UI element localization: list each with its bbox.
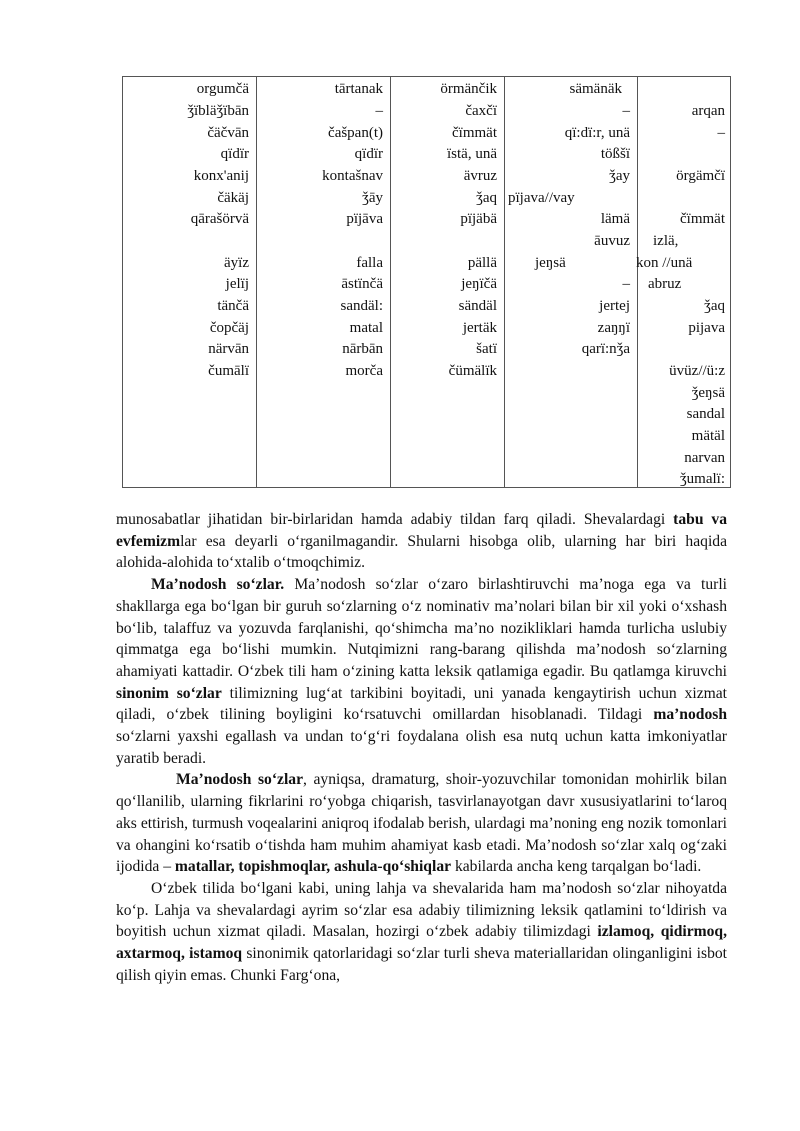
bold-term: tabu va evfemizm [116,511,727,550]
text-run: O‘zbek tilida bo‘lgani kabi, uning lahja va shevalarida ham ma’nodosh so‘zlar nihoyatda ko‘p. Lahja va shevalardagi ayrim so‘zlar esa adabiy tilimizning leksik qatlamini to‘ldirish va boyitish uchun xizmat qiladi. Masalan, hozirgi o‘zbek adabiy tilimizdagi [116,879,727,941]
table-cell: čopčäj [209,320,249,336]
table-cell: pïjāva [346,211,383,227]
table-cell: jeŋsä [535,255,566,271]
table-cell: čïmmät [680,211,725,227]
table-cell: – [622,103,630,119]
table-cell: qïdïr [354,146,383,162]
table-cell: jelïj [225,276,249,292]
table-cell: jertej [599,298,630,314]
table-cell: sandäl: [340,298,383,314]
table-cell: ävruz [463,168,497,184]
section-heading: Ma’nodosh so‘zlar. [151,576,285,594]
table-cell: izlä, [653,233,679,249]
text-run: sinonimik qatorlaridagi so‘zlar turli sheva materiallaridan olinganligini isbot qilish qiyin emas. Chunki Farg‘ona, [116,945,727,984]
table-cell: ǯïbläǯïbān [187,103,249,119]
bold-term: izlamoq, qidirmoq, axtarmoq, istamoq [116,923,727,963]
bold-term: matallar, topishmoqlar, ashula-qo‘shiqlar [174,858,452,876]
table-cell: pijava [688,320,725,336]
table-cell: abruz [648,276,682,292]
table-cell: čumālï [208,363,249,379]
table-column-3 [391,77,505,487]
table-cell: pïjäbä [460,211,497,227]
table-cell: šatï [476,341,497,357]
table-cell: tārtanak [334,81,383,97]
table-cell: ǯāy [362,190,383,206]
paragraph [116,769,727,878]
table-cell: mätäl [691,428,725,444]
table-cell: qarï:nǯa [581,341,630,357]
dialect-words-table [122,76,731,488]
table-cell: čaxčï [465,103,497,119]
text-run: munosabatlar jihatidan bir-birlaridan hamda adabiy tildan farq qiladi. Shevalardagi [116,511,674,528]
table-cell: falla [356,255,383,271]
table-column-2 [257,77,391,487]
table-cell: ǯaq [476,190,497,206]
table-cell: zaŋŋï [597,320,630,336]
table-cell: nārbān [342,341,383,357]
table-cell: āstïnčä [341,276,383,292]
table-cell: kontašnav [322,168,383,184]
table-cell: ǯumalï: [680,471,725,487]
table-cell: pällä [467,255,497,271]
text-run: lar esa deyarli o‘rganilmagandir. Shularni hisobga olib, ularning har biri haqida alohida-alohida to‘xtalib o‘tmoqchimiz. [116,532,727,572]
body-text [116,509,727,986]
table-cell: čäčvān [207,125,249,141]
bold-term: sinonim so‘zlar [116,684,222,702]
table-cell: āuvuz [594,233,630,249]
table-cell: jertäk [462,320,497,336]
table-cell: ǯaq [704,298,725,314]
paragraph [116,509,727,574]
table-cell: äyïz [224,255,249,271]
table-cell: čïmmät [452,125,497,141]
table-cell: qārašörvä [190,211,249,227]
bold-term: Ma’nodosh so‘zlar [176,771,304,789]
table-cell: üvüz//ü:z [669,363,725,379]
text-run: kabilarda ancha keng tarqalgan bo‘ladi. [451,858,702,876]
text-run: tilimizning lug‘at tarkibini boyitadi, uni yanada kengaytirish uchun xizmat qiladi, o‘zbek tilining boyligini ko‘rsatuvchi omillardan hisoblanadi. Tildagi [116,684,727,724]
table-cell: qï:dï:r, unä [564,125,630,141]
table-cell: örmänčik [440,81,497,97]
table-cell: matal [349,320,383,336]
table-cell: konx'anij [193,168,249,184]
text-run: so‘zlarni yaxshi egallash va undan to‘g‘ri foydalana olish esa nutq uchun katta imkoniyatlar yaratib beradi. [116,728,727,767]
table-cell: ǯeŋsä [691,385,725,401]
table-cell: morča [345,363,383,379]
table-cell: pïjava//vay [508,190,575,206]
table-cell: örgämčï [676,168,725,184]
table-cell: čašpan(t) [328,125,383,141]
table-cell: arqan [691,103,725,119]
paragraph [116,574,727,769]
table-cell: orgumčä [196,81,249,97]
paragraph [116,878,727,987]
table-column-4 [505,77,638,487]
table-cell: kon //unä [636,255,693,271]
table-cell: tößšï [600,146,630,162]
text-run: , ayniqsa, dramaturg, shoir-yozuvchilar tomonidan mohirlik bilan qo‘llanilib, ularning fikrlarini ro‘yobga chiqarish, tasvirlanayotgan davr xususiyatlarini to‘laroq aks ettirish, turmush voqealarini aniqroq ifodalab berish, ulardagi ma’noning eng nozik tomonlari va ohangini ko‘rsatib o‘tishda ham muhim ahamiyat kasb etadi. Ma’nodosh so‘zlar xalq og‘zaki ijodida – [116,771,727,876]
table-cell: sändäl [458,298,497,314]
table-cell: jeŋïčä [461,276,497,292]
bold-term: ma’nodosh [653,706,727,724]
table-cell: tänčä [217,298,249,314]
table-cell: närvān [208,341,249,357]
table-cell: čäkäj [217,190,249,206]
table-cell: – [622,276,630,292]
table-cell: sämänäk [569,81,622,97]
table-cell: narvan [684,450,725,466]
table-cell: – [717,125,725,141]
table-column-1 [123,77,257,487]
table-cell: ǯay [609,168,630,184]
table-cell: čümälïk [448,363,497,379]
table-column-5 [638,77,732,487]
table-cell: sandal [686,406,725,422]
table-cell: lämä [600,211,630,227]
table-cell: qïdïr [220,146,249,162]
table-cell: – [375,103,383,119]
text-run: Ma’nodosh so‘zlar o‘zaro birlashtiruvchi ma’noga ega va turli shakllarga ega bo‘lgan bir guruh so‘zlarning o‘z nominativ ma’nolari bilan bir xil yoki o‘xshash bo‘lib, talaffuz va yozuvda farqlanishi, qo‘shimcha ma’no nozikliklari hamda turlicha uslubiy qimmatga ega bo‘lishi mumkin. Nutqimizni rang-barang qilishda ma’nodosh so‘zlarning ahamiyati kattadir. O‘zbek tili ham o‘zining katta leksik qatlamiga egadir. Bu qatlamga kiruvchi [116,576,727,680]
table-cell: ïstä, unä [447,146,497,162]
